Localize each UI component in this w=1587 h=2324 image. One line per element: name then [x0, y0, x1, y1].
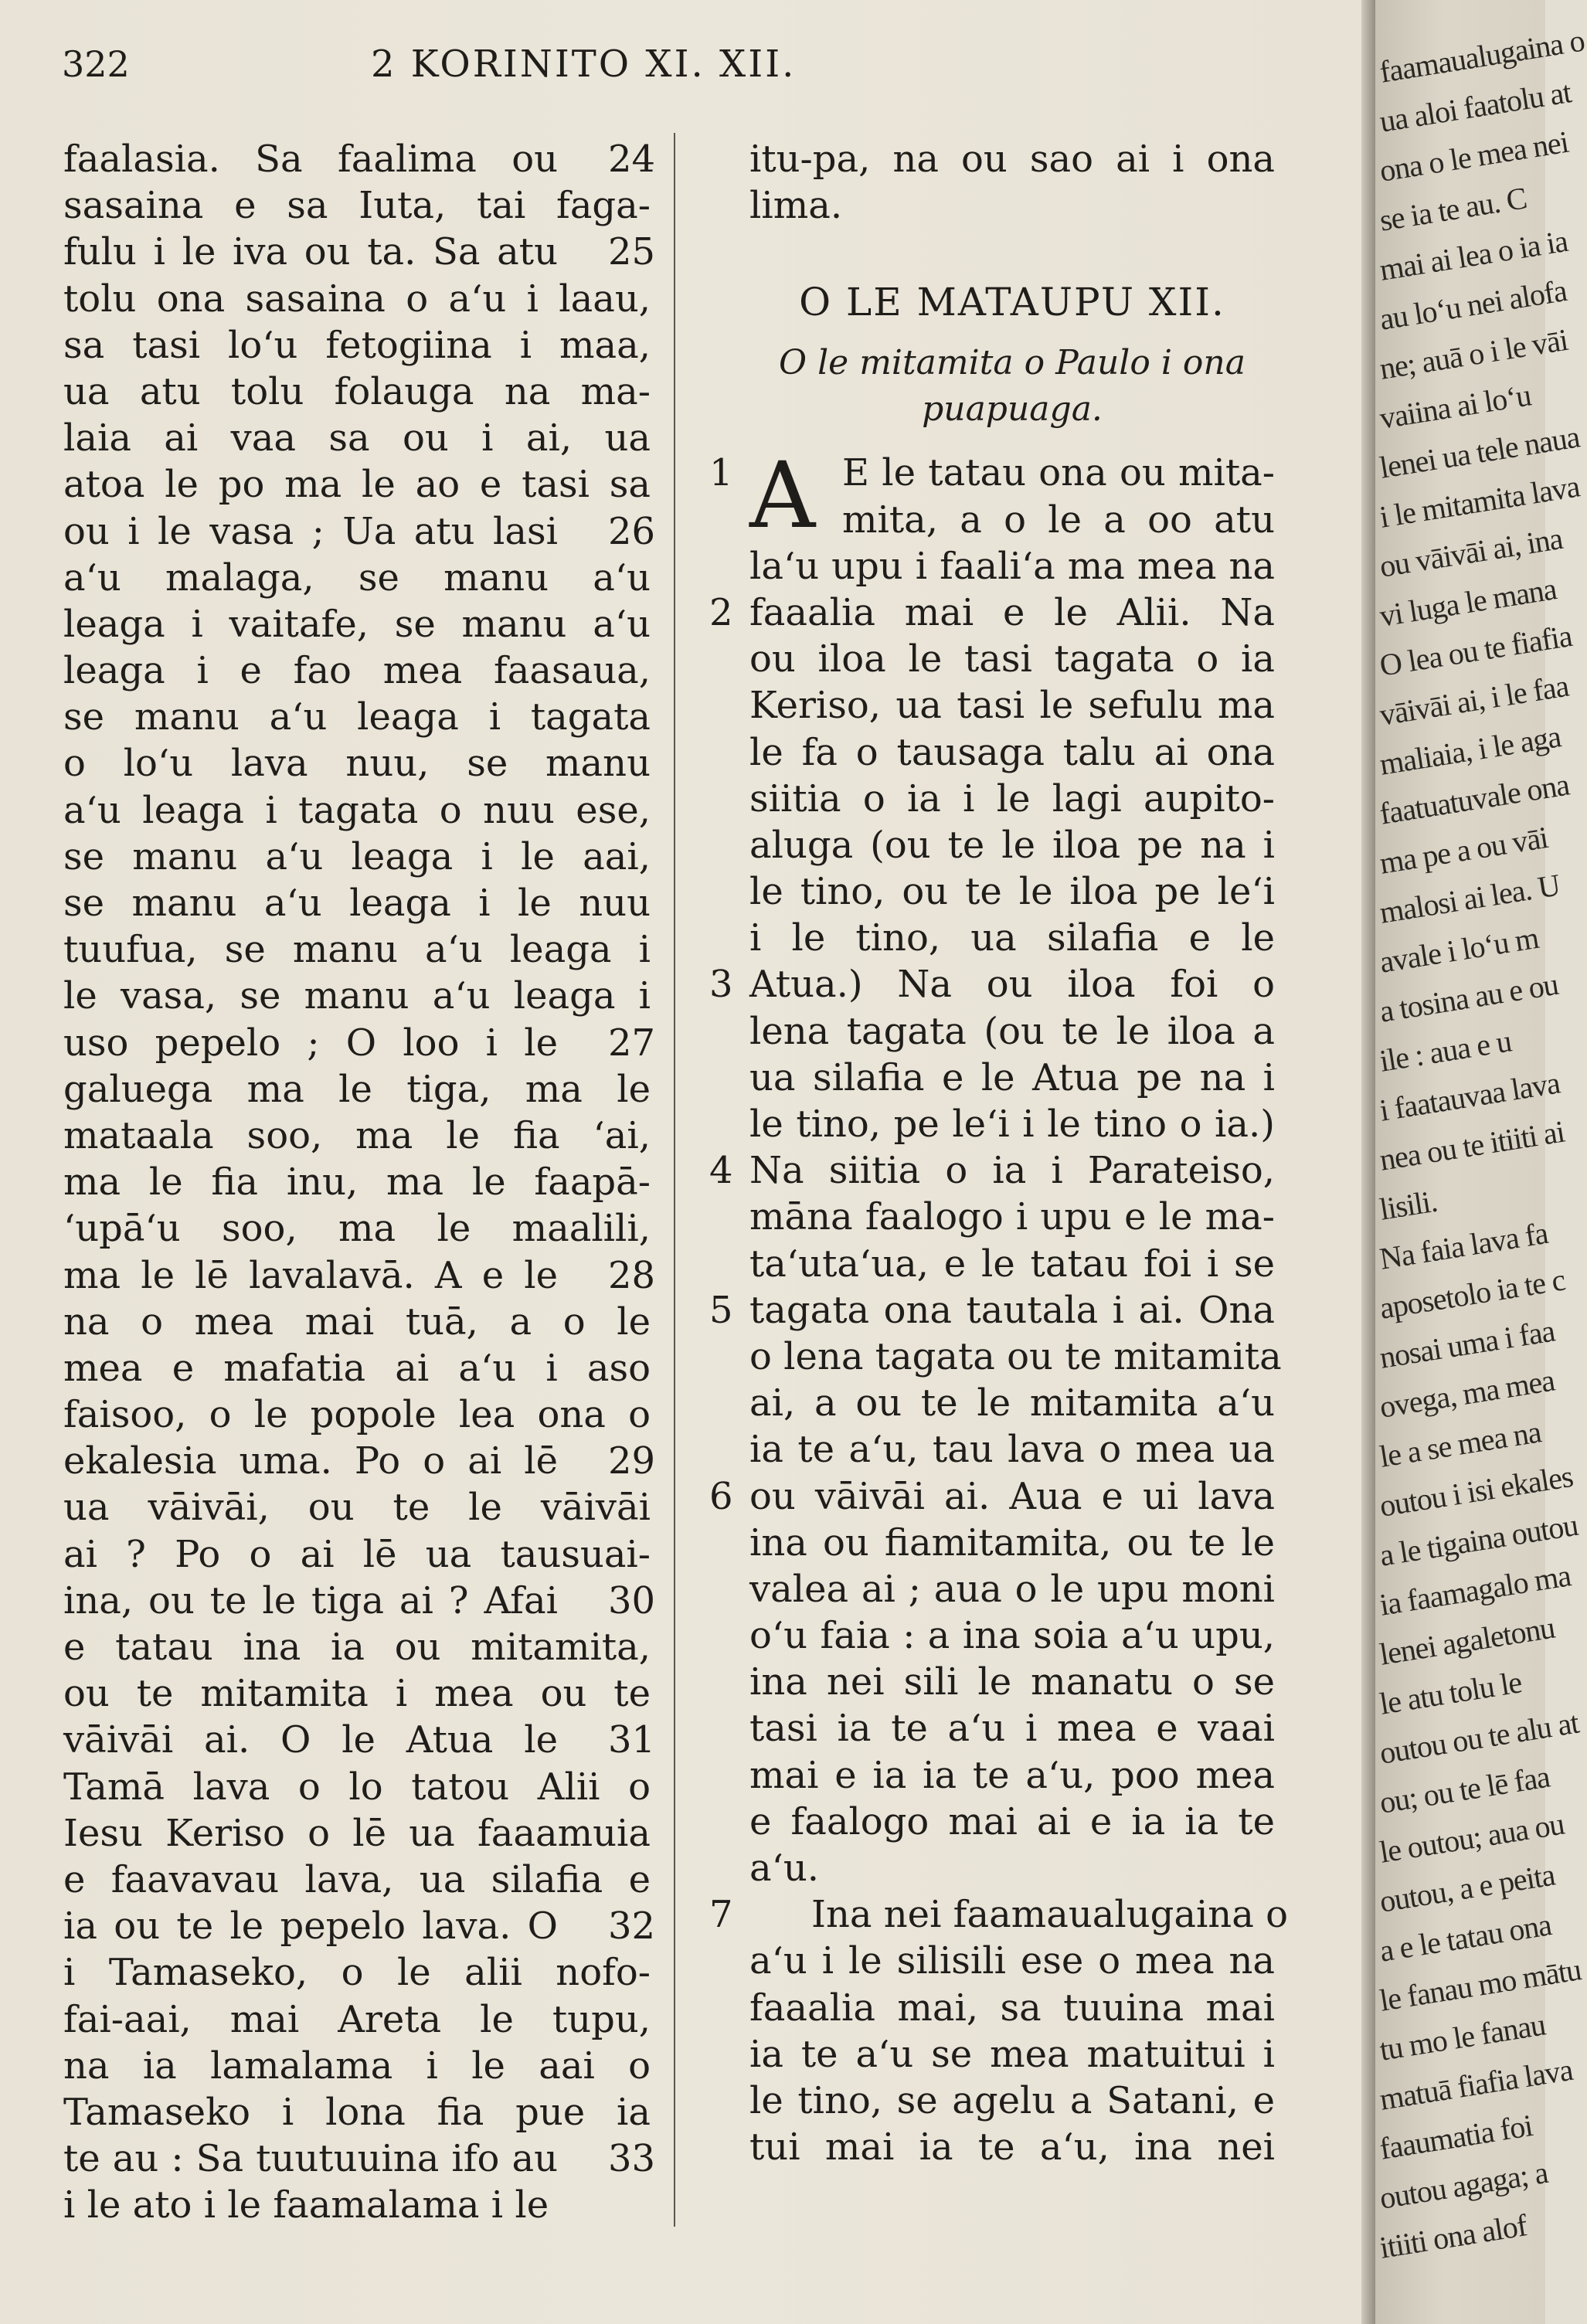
verse-number: 25 — [608, 230, 656, 274]
verse-number: 1 — [709, 451, 733, 495]
text-line: faaalia mai, sa tuuina mai — [749, 1986, 1275, 2030]
text-line: le tino, ou te le iloa pe leʻi — [749, 870, 1275, 914]
text-line: lima. — [749, 184, 843, 228]
text-line: vāivāi ai. O le Atua le 31 — [63, 1717, 558, 1763]
facing-page-line: matuā fiafia lava — [1377, 2051, 1575, 2117]
facing-page-line: a le tigaina outou — [1377, 1507, 1580, 1573]
text-line: le tino, pe leʻi i le tino o ia.) — [749, 1103, 1275, 1146]
text-line: faaalia mai e le Alii. Na 2 — [749, 589, 1275, 636]
text-line: ia te aʻu se mea matuitui i — [749, 2032, 1275, 2076]
chapter-heading: O LE MATAUPU XII. — [799, 280, 1225, 325]
text-line: ia te aʻu, tau lava o mea ua — [749, 1428, 1275, 1472]
facing-page-line: Na faia lava fa — [1377, 1215, 1551, 1276]
verse-number: 33 — [608, 2137, 656, 2181]
facing-page-line: ou; ou te lē faa — [1377, 1758, 1552, 1820]
text-line: ai, a ou te le mitamita aʻu — [749, 1381, 1275, 1425]
book-gutter — [1361, 0, 1377, 2324]
facing-page-line: outou ou te alu at — [1377, 1704, 1582, 1771]
text-line: tui mai ia te aʻu, ina nei — [749, 2125, 1275, 2169]
facing-page-line: ona o le mea nei — [1377, 124, 1571, 189]
text-line: i le tino, ua silafia e le — [749, 916, 1275, 960]
verse-number: 29 — [608, 1439, 656, 1483]
text-line: ina, ou te le tiga ai ? Afai 30 — [63, 1578, 558, 1624]
facing-page-line: O lea ou te fiafia — [1377, 618, 1575, 683]
page-number: 322 — [62, 43, 130, 85]
facing-page-line: outou agaga; a — [1377, 2154, 1551, 2216]
text-line: laia ai vaa sa ou i ai, ua — [63, 416, 651, 460]
chapter-summary-line: O le mitamita o Paulo i ona — [779, 343, 1245, 383]
text-line: e tatau ina ia ou mitamita, — [63, 1626, 651, 1669]
text-line: fulu i le iva ou ta. Sa atu 25 — [63, 229, 558, 275]
facing-page-fragment — [1375, 0, 1587, 2324]
verse-number: 2 — [709, 590, 733, 634]
text-line: o lena tagata ou te mitamita — [749, 1334, 1282, 1378]
facing-page-line: au loʻu nei alofa — [1377, 273, 1569, 337]
facing-page-line: outou, a e peita — [1377, 1857, 1558, 1919]
facing-page-line: itiiti ona alof — [1377, 2207, 1529, 2265]
text-line: tagata ona tautala i ai. Ona 5 — [749, 1287, 1275, 1334]
facing-page-line: se ia te au. C — [1377, 180, 1529, 238]
text-line: Tamā lava o lo tatou Alii o — [63, 1765, 651, 1809]
running-head — [0, 37, 1366, 91]
facing-page-line: faatuatuvale ona — [1377, 766, 1572, 831]
facing-page-line: maliaia, i le aga — [1377, 719, 1563, 782]
facing-page-line: le atu tolu le — [1377, 1664, 1524, 1721]
text-line: le vasa, se manu aʻu leaga i — [63, 974, 651, 1018]
facing-page-line: tu mo le fanau — [1377, 2006, 1548, 2067]
text-line: e faalogo mai ai e ia ia te — [749, 1799, 1275, 1843]
text-line: i le ato i le faamalama i le — [63, 2183, 549, 2227]
text-line: mea e mafatia ai aʻu i aso — [63, 1346, 651, 1390]
facing-page-line: nosai uma i faa — [1377, 1313, 1557, 1375]
text-line: sasaina e sa Iuta, tai faga- — [63, 184, 651, 228]
facing-page-line: faaumatia foi — [1377, 2108, 1535, 2166]
facing-page-line: faamaualugaina o — [1377, 22, 1587, 90]
facing-page-line: i le mitamita lava — [1377, 468, 1582, 535]
facing-page-line: ma pe a ou vāi — [1377, 819, 1551, 881]
text-line: ua vāivāi, ou te le vāivāi — [63, 1486, 651, 1530]
text-line: te au : Sa tuutuuina ifo au 33 — [63, 2135, 558, 2182]
text-line: faalasia. Sa faalima ou 24 — [63, 136, 558, 182]
facing-page-line: ua aloi faatolu at — [1377, 74, 1574, 139]
text-line: ou vāivāi ai. Aua e ui lava 6 — [749, 1473, 1275, 1520]
left-column — [63, 136, 656, 2228]
verse-number: 4 — [709, 1149, 733, 1193]
drop-cap: A — [749, 442, 816, 549]
text-line: e faavavau lava, ua silafia e — [63, 1857, 651, 1901]
facing-page-line: vi luga le mana — [1377, 571, 1559, 634]
text-line: ma le fia inu, ma le faapā- — [63, 1160, 651, 1204]
text-line: aʻu i le silisili ese o mea na — [749, 1939, 1275, 1983]
facing-page-line: ile : aua e u — [1377, 1023, 1514, 1079]
facing-page-line: outou i isi ekales — [1377, 1458, 1575, 1524]
text-line: valea ai ; aua o le upu moni — [749, 1567, 1275, 1611]
chapter-summary-line: puapuaga. — [922, 389, 1103, 430]
text-line: se manu aʻu leaga i tagata — [63, 695, 651, 739]
text-line: i Tamaseko, o le alii nofo- — [63, 1951, 651, 1995]
chapter-body — [709, 442, 1288, 2170]
text-line: ua atu tolu folauga na ma- — [63, 369, 651, 413]
verse-number: 6 — [709, 1474, 733, 1518]
text-line: faisoo, o le popole lea ona o — [63, 1393, 651, 1437]
text-line: ina ou fiamitamita, ou te le — [749, 1520, 1275, 1565]
text-line: le fa o tausaga talu ai ona — [749, 730, 1275, 774]
text-line: tuufua, se manu aʻu leaga i — [63, 928, 651, 972]
text-line: aʻu. — [749, 1847, 820, 1890]
text-line: tasi ia te aʻu i mea e vaai — [749, 1707, 1275, 1751]
text-line: taʻutaʻua, e le tatau foi i se — [749, 1242, 1275, 1286]
text-line: Iesu Keriso o lē ua faaamuia — [63, 1811, 651, 1855]
verse-number: 7 — [709, 1893, 733, 1937]
text-line: na ia lamalama i le aai o — [63, 2044, 651, 2088]
verse-number: 32 — [608, 1904, 656, 1949]
facing-page-line: lisili. — [1377, 1183, 1439, 1227]
continuation-text — [749, 136, 1275, 229]
right-column — [709, 136, 1288, 2170]
verse-number: 27 — [608, 1021, 656, 1065]
facing-page-line: aposetolo ia te c — [1377, 1262, 1568, 1326]
text-line: galuega ma le tiga, ma le — [63, 1067, 651, 1111]
facing-page-line: vāivāi ai, i le faa — [1377, 668, 1571, 732]
verse-number: 30 — [608, 1578, 656, 1622]
text-line: ekalesia uma. Po o ai lē 29 — [63, 1438, 558, 1484]
text-line: ʻupāʻu soo, ma le maalili, — [63, 1207, 651, 1251]
facing-page-line: ovega, ma mea — [1377, 1362, 1557, 1425]
text-line: mai e ia ia te aʻu, poo mea — [749, 1753, 1275, 1797]
text-line: se manu aʻu leaga i le aai, — [63, 834, 651, 878]
facing-page-line: a tosina au e ou — [1377, 966, 1561, 1029]
text-line: lena tagata (ou te le iloa a — [749, 1009, 1275, 1053]
text-line: mataala soo, ma le fia ʻai, — [63, 1113, 651, 1157]
text-line: aluga (ou te le iloa pe na i — [749, 823, 1275, 867]
verse-number: 26 — [608, 509, 656, 553]
page-title: 2 KORINITO XI. XII. — [371, 42, 797, 86]
text-line: aʻu malaga, se manu aʻu — [63, 556, 651, 600]
text-line: Tamaseko i lona fia pue ia — [63, 2090, 651, 2134]
text-line: le tino, se agelu a Satani, e — [749, 2078, 1275, 2122]
text-line: ou iloa le tasi tagata o ia — [749, 637, 1275, 681]
text-line: fai-aai, mai Areta le tupu, — [63, 1997, 651, 2041]
facing-page-line: vaiina ai loʻu — [1377, 377, 1534, 436]
text-line: o loʻu lava nuu, se manu — [63, 742, 651, 786]
text-line: ou i le vasa ; Ua atu lasi 26 — [63, 508, 558, 555]
verse-number: 5 — [709, 1288, 733, 1332]
facing-page-line: lenei ua tele naua — [1377, 419, 1582, 485]
text-line: Atua.) Na ou iloa foi o 3 — [749, 961, 1275, 1007]
text-line: Ina nei faamaualugaina o 7 — [749, 1891, 1275, 1938]
text-line: ua silafia e le Atua pe na i — [749, 1055, 1275, 1099]
facing-page-line: lenei agaletonu — [1377, 1609, 1557, 1672]
text-line: oʻu faia : a ina soia aʻu upu, — [749, 1614, 1275, 1658]
facing-page-line: le a se mea na — [1377, 1414, 1544, 1474]
verse-number: 24 — [608, 138, 656, 181]
facing-page-line: nea ou te itiiti ai — [1377, 1113, 1567, 1177]
facing-page-line: le fanau mo mātu — [1377, 1952, 1584, 2018]
text-line: siitia o ia i le lagi aupito- — [749, 776, 1275, 821]
text-line: itu-pa, na ou sao ai i ona — [749, 138, 1275, 181]
facing-page-line: ou vāivāi ai, ina — [1377, 520, 1565, 584]
column-divider — [674, 133, 675, 2227]
text-line: Na siitia o ia i Parateiso, 4 — [749, 1147, 1275, 1194]
text-line: leaga i e fao mea faasaua, — [63, 649, 651, 693]
text-line: sa tasi loʻu fetogiina i maa, — [63, 323, 651, 367]
facing-page-line: ia faamagalo ma — [1377, 1558, 1573, 1622]
text-line: na o mea mai tuā, a o le — [63, 1300, 651, 1344]
facing-page-line: malosi ai lea. U — [1377, 867, 1562, 930]
verse-number: 28 — [608, 1253, 656, 1297]
text-line: mita, a o le a oo atu — [842, 498, 1275, 542]
text-line: atoa le po ma le ao e tasi sa — [63, 463, 651, 507]
facing-page-line: avale i loʻu m — [1377, 919, 1541, 980]
text-line: Keriso, ua tasi le sefulu ma — [749, 684, 1275, 728]
text-line: ma le lē lavalavā. A e le 28 — [63, 1252, 558, 1299]
verse-number: 3 — [709, 963, 733, 1007]
text-line: aʻu leaga i tagata o nuu ese, — [63, 788, 651, 832]
facing-page-line: a e le tatau ona — [1377, 1907, 1554, 1969]
text-line: ai ? Po o ai lē ua tausuai- — [63, 1532, 651, 1576]
facing-page-line: ne; auā o i le vāi — [1377, 321, 1570, 386]
text-line: laʻu upu i faaliʻa ma mea na — [749, 544, 1275, 588]
verse-number: 31 — [608, 1718, 656, 1762]
text-line: leaga i vaitafe, se manu aʻu — [63, 602, 651, 646]
facing-page-line: i faatauvaa lava — [1377, 1065, 1562, 1128]
facing-page-line: mai ai lea o ia ia — [1377, 223, 1570, 287]
text-line: E le tatau ona ou mita- 1 — [842, 450, 1275, 496]
text-line: tolu ona sasaina o aʻu i laau, — [63, 277, 651, 321]
text-line: ina nei sili le manatu o se — [749, 1660, 1275, 1704]
text-line: se manu aʻu leaga i le nuu — [63, 882, 651, 925]
text-line: ou te mitamita i mea ou te — [63, 1672, 651, 1716]
text-line: māna faalogo i upu e le ma- — [749, 1195, 1275, 1239]
text-line: uso pepelo ; O loo i le 27 — [63, 1020, 558, 1066]
facing-page-line: le outou; aua ou — [1377, 1806, 1567, 1870]
text-line: ia ou te le pepelo lava. O 32 — [63, 1903, 558, 1949]
